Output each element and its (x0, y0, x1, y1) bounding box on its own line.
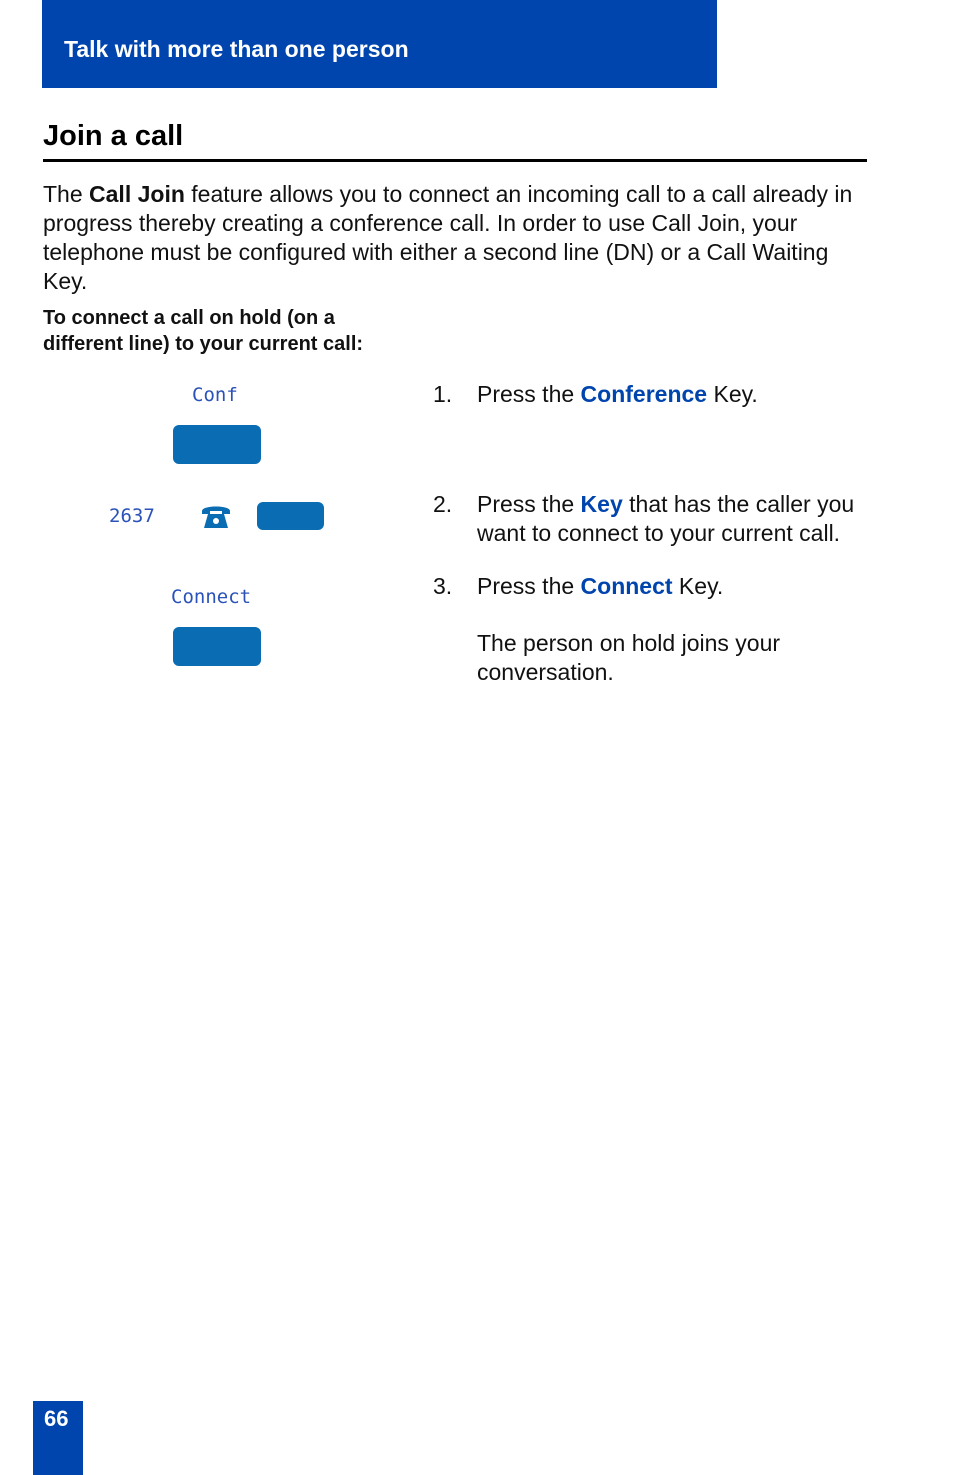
header-title: Talk with more than one person (64, 36, 409, 62)
connect-display-label: Connect (171, 586, 252, 608)
conf-display-label: Conf (192, 384, 238, 406)
result-note: The person on hold joins your conversation. (477, 630, 781, 685)
title-divider (43, 159, 867, 162)
step-suffix: that has the caller you want to connect to your current call. (477, 491, 855, 546)
procedure-subheading: To connect a call on hold (on a different line) to your current call: (43, 307, 364, 355)
step-number: 2. (433, 491, 453, 517)
line-number-display: 2637 (109, 505, 155, 527)
conf-soft-key[interactable] (173, 425, 261, 464)
page-number-tab (33, 1401, 83, 1475)
connect-soft-key[interactable] (173, 627, 261, 666)
step-keyword-key: Key (580, 491, 623, 517)
step-text (477, 380, 857, 409)
step-keyword-connect: Connect (580, 573, 673, 599)
step-suffix: Key. (707, 381, 758, 407)
page-number: 66 (44, 1406, 69, 1431)
step-prefix: Press the (477, 491, 581, 517)
step-suffix: Key. (672, 573, 724, 599)
step-number: 3. (433, 573, 453, 599)
step-text (477, 572, 857, 601)
line-key[interactable] (257, 502, 324, 530)
step-prefix: Press the (477, 573, 581, 599)
step-prefix: Press the (477, 381, 581, 407)
step-text (477, 490, 857, 548)
step-keyword-conference: Conference (580, 381, 708, 407)
intro-paragraph (43, 180, 863, 296)
section-title: Join a call (43, 120, 184, 152)
header-banner (42, 0, 717, 88)
intro-prefix: The (43, 181, 90, 207)
intro-feature-name: Call Join (89, 181, 185, 207)
intro-body: feature allows you to connect an incoming call to a call already in progress thereby creating a conference call. In order to use Call Join, your telephone must be configured with either a second line (DN) or a Call Waiting Key. (43, 181, 853, 294)
step-number: 1. (433, 381, 453, 407)
phone-icon (200, 502, 232, 530)
